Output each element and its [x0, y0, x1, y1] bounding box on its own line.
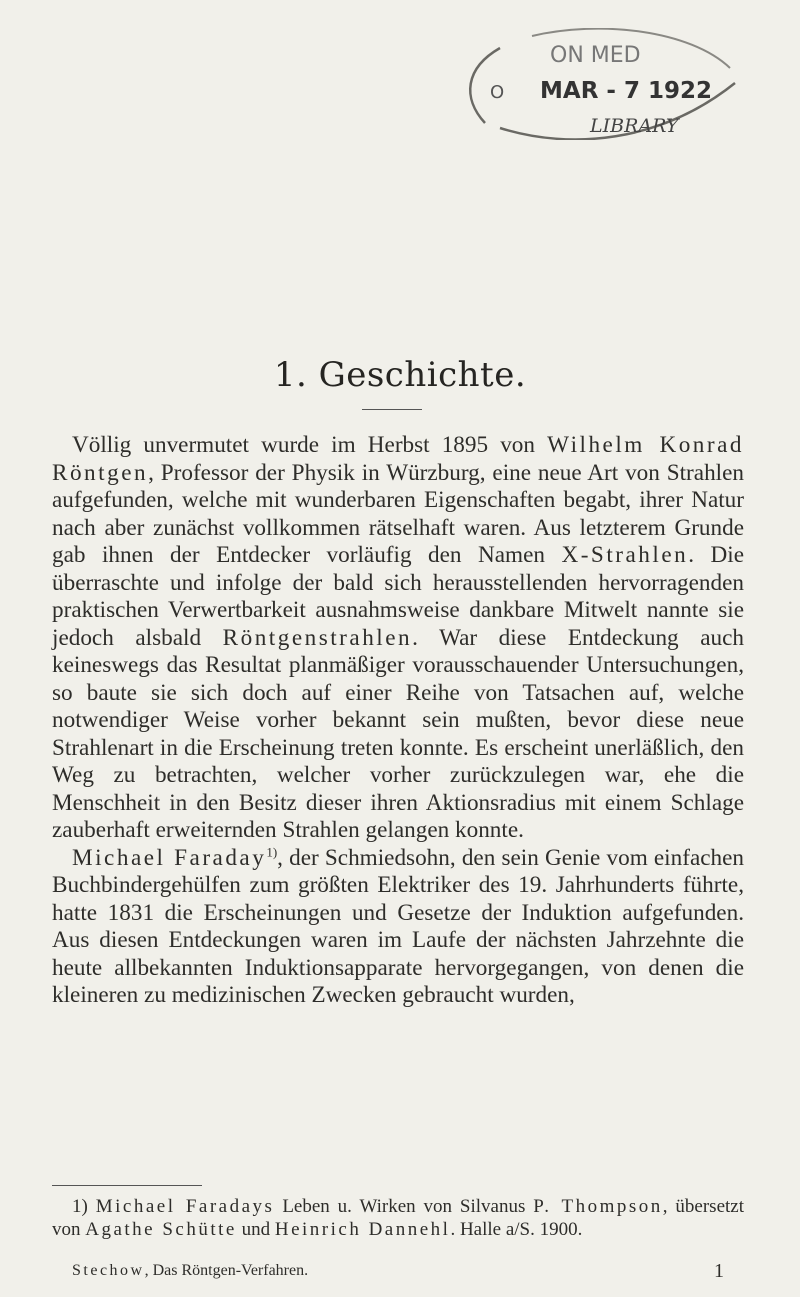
page-number: 1 [714, 1260, 724, 1282]
footnote-marker: 1) [266, 843, 278, 859]
footer-title: , Das Röntgen-Verfahren. [144, 1262, 309, 1279]
person-name: Agathe Schütte [85, 1219, 237, 1240]
text-run: , übersetzt von [52, 1196, 745, 1240]
text-run: . Halle a/S. 1900. [450, 1219, 583, 1240]
footer-author: Stechow [72, 1262, 145, 1279]
person-name: P. Thompson [533, 1196, 663, 1217]
heading-divider [362, 409, 422, 410]
term: Röntgenstrahlen [222, 624, 413, 651]
main-text [52, 432, 744, 1010]
text-run: . Die überraschte und infolge der bald sich herausstellenden hervorragenden praktischen Verwertbarkeit ausnahmsweise dankbare Mitwelt nannte sie jedoch alsbald [52, 542, 744, 651]
person-name: Heinrich Dannehl [274, 1219, 451, 1240]
person-name: Michael Faradays [95, 1196, 275, 1217]
person-name: Wilhelm Konrad Röntgen [52, 432, 744, 486]
footnote [52, 1195, 744, 1241]
stamp-bottom-text: LIBRARY [590, 115, 679, 137]
footnote-divider [52, 1185, 202, 1186]
page-footer [72, 1262, 724, 1280]
library-stamp [440, 28, 740, 140]
stamp-top-text: ON MED [550, 43, 641, 68]
library-stamp-graphic [440, 28, 740, 140]
paragraph [52, 432, 744, 845]
term: X-Strahlen [561, 542, 689, 568]
text-run: Völlig unvermutet wurde im Herbst 1895 von [72, 432, 548, 458]
stamp-date: MAR - 7 1922 [540, 78, 712, 104]
footnote-text [52, 1195, 744, 1241]
text-run: und [236, 1219, 275, 1240]
text-run: , Professor der Physik in Würzburg, eine neue Art von Strahlen aufgefunden, welche mit wunderbaren Eigenschaften begabt, ihrer Natur nach aber zunächst vollkommen rätselhaft waren. Aus letzterem Grunde gab ihnen der Entdecker vorläufig den Namen [52, 459, 744, 568]
paragraph [52, 845, 744, 1010]
chapter-title: 1. Geschichte. [273, 355, 527, 395]
stamp-left-text: O [490, 82, 505, 103]
text-run: , der Schmiedsohn, den sein Genie vom einfachen Buchbindergehülfen zum größten Elektriker des 19. Jahrhunderts führte, hatte 1831 die Erscheinungen und Gesetze der Induktion aufgefunden. Aus diesen Entdeckungen waren im Laufe der nächsten Jahrzehnte die heute allbekannten Induktionsapparate hervorgegangen, von denen die kleineren zu medizinischen Zwecken gebraucht wurden, [52, 844, 745, 1008]
person-name: Michael Faraday [72, 844, 267, 871]
text-run: Leben u. Wirken von Silvanus [274, 1196, 534, 1217]
text-run: . War diese Entdeckung auch keineswegs das Resultat planmäßiger vorausschauender Untersuchungen, so baute sie sich doch auf einer Reihe von Tatsachen auf, welche notwendiger Weise vorher bekannt sein mußten, bevor diese neue Strahlenart in die Erscheinung treten konnte. Es erscheint unerläßlich, den Weg zu betrachten, welcher vorher zurückzulegen war, ehe die Menschheit in den Besitz dieser ihren Aktionsradius mit einem Schlage zauberhaft erweiternden Strahlen gelangen konnte. [52, 624, 744, 843]
footnote-number: 1) [72, 1196, 96, 1217]
